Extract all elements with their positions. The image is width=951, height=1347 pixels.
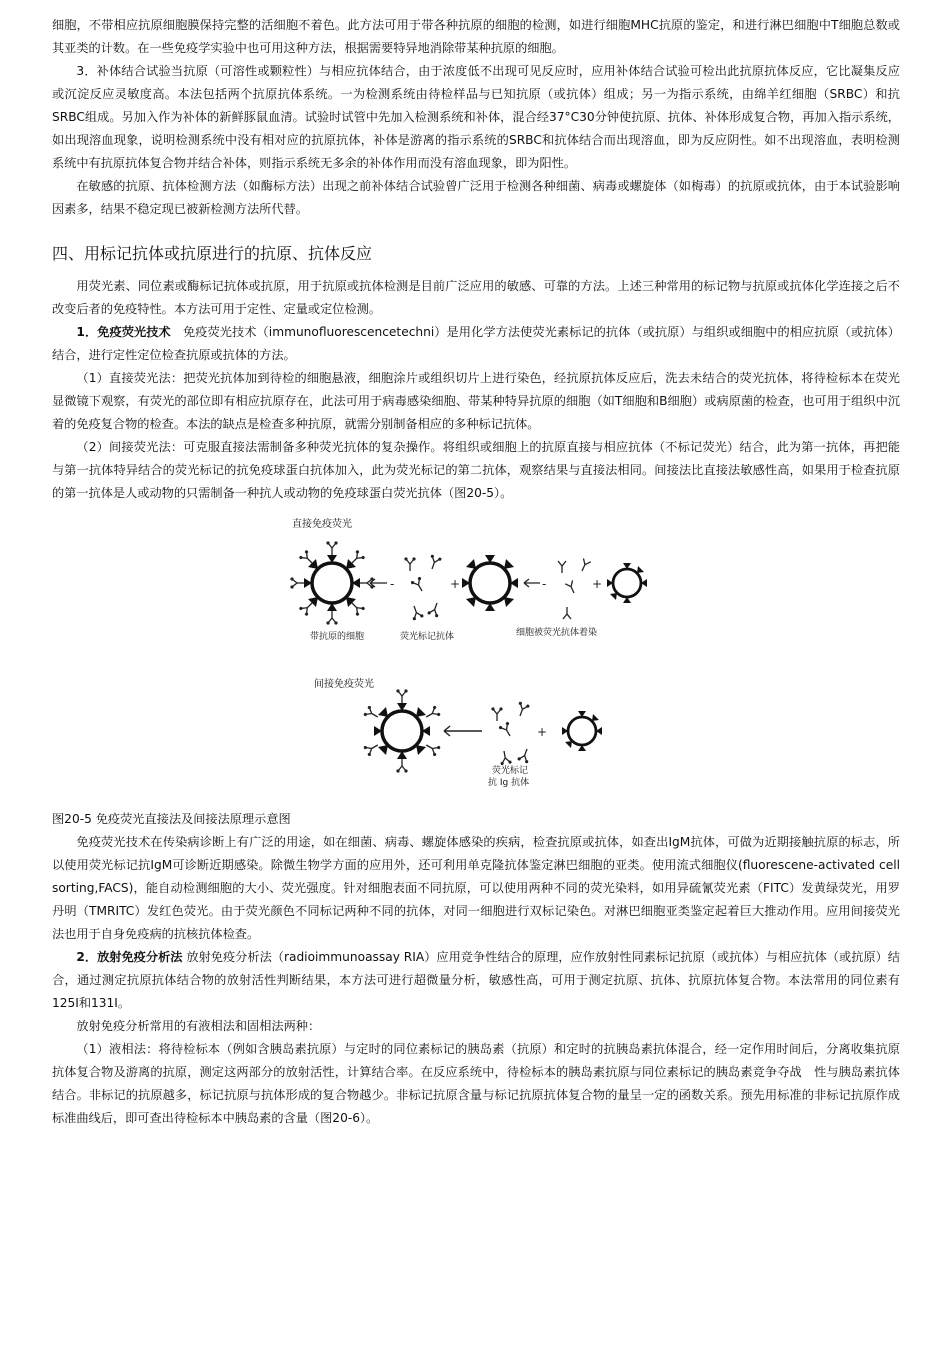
- label-anti-ig-line1: 荧光标记: [492, 766, 529, 776]
- immunofluorescence-diagram: [282, 511, 672, 801]
- paragraph-direct-method: （1）直接荧光法：把荧光抗体加到待检的细胞悬液，细胞涂片或组织切片上进行染色，经抗原抗体反应后，洗去未结合的荧光抗体，将待检标本在荧光显微镜下观察，有荧光的部位即有相应抗原存在，此法可用于病毒感染细胞、带某种特异抗原的细胞（如T细胞和B细胞）或病原菌的检查，也可用于组织中沉着的免疫复合物的检查。本法的缺点是检查多种抗原，就需分别制备相应的多种标记抗体。: [52, 371, 900, 431]
- bold-lead: 1．免疫荧光技术: [76, 325, 171, 339]
- cell-icon: [607, 563, 647, 603]
- stained-cell-icon: [290, 541, 373, 624]
- paragraph-indirect-method: （2）间接荧光法：可克服直接法需制备多种荧光抗体的复杂操作。将组织或细胞上的抗原直接与相应抗体（不标记荧光）结合，此为第一抗体，再把能与第一抗体特异结合的荧光标记的抗免疫球蛋白抗体加入，此为荧光标记的第二抗体，观察结果与直接法相同。间接法比直接法敏感性高，如果用于检查抗原的第一抗体是人或动物的只需制备一种抗人或动物的免疫球蛋白荧光抗体（图20-5）。: [52, 440, 900, 500]
- paragraph: 在敏感的抗原、抗体检测方法（如酶标方法）出现之前补体结合试验曾广泛用于检测各种细菌、病毒或螺旋体（如梅毒）的抗原或抗体，由于本试验影响因素多，结果不稳定现已被新检测方法所代替。: [52, 179, 900, 216]
- minus-sign: -: [542, 577, 547, 591]
- paragraph-complement-fixation: 3．补体结合试验当抗原（可溶性或颗粒性）与相应抗体结合，由于浓度低不出现可见反应时，应用补体结合试验可检出此抗原抗体反应，它比凝集反应或沉淀反应灵敏度高。本法包括两个抗原抗体系统。一为检测系统由待检样品与已知抗原（或抗体）组成；另一为指示系统，由绵羊红细胞（SRBC）和抗SRBC组成。另加入作为补体的新鲜豚鼠血清。试验时试管中先加入检测系统和补体，混合经37°C30分钟使抗原、抗体、补体形成复合物，再加入指示系统，如出现溶血现象，说明检测系统中没有相对应的抗原抗体，补体是游离的指示系统的SRBC和抗体结合而出现溶血，即为反应阴性。如不出现溶血，表明检测系统中有抗原抗体复合物并结合补体，则指示系统无多余的补体作用而没有溶血现象，即为阳性。: [52, 64, 900, 170]
- label-stained-cell: 细胞被荧光抗体着染: [516, 628, 598, 638]
- label-anti-ig-line2: 抗 Ig 抗体: [488, 778, 530, 788]
- section-heading: 四、用标记抗体或抗原进行的抗原、抗体反应: [52, 244, 373, 263]
- antibodies-icon: [558, 558, 591, 619]
- antigen-cell-icon: [462, 555, 518, 611]
- plus-sign: +: [537, 725, 548, 739]
- paragraph-immunofluorescence: [52, 321, 900, 367]
- indirect-stained-cell-icon: [363, 689, 441, 772]
- label-antigen-cell: 带抗原的细胞: [310, 632, 365, 642]
- fluorescent-antibodies-icon: [404, 554, 442, 620]
- bold-lead: 2．放射免疫分析法: [76, 950, 183, 964]
- label-fluorescent-antibody: 荧光标记抗体: [400, 632, 455, 642]
- figure-caption: 图20-5 免疫荧光直接法及间接法原理示意图: [52, 812, 291, 826]
- paragraph-text: 免疫荧光技术（immunofluorescencetechni）是用化学方法使荧光素标记的抗体（或抗原）与组织或细胞中的相应抗原（或抗体）结合，进行定性定位检查抗原或抗体的方法。: [52, 325, 900, 362]
- paragraph: 放射免疫分析常用的有液相法和固相法两种：: [76, 1019, 321, 1033]
- paragraph: 细胞，不带相应抗原细胞膜保持完整的活细胞不着色。此方法可用于带各种抗原的细胞的检测，如进行细胞MHC抗原的鉴定，和进行淋巴细胞中T细胞总数或其亚类的计数。在一些免疫学实验中也可用这种方法，根据需要特异地消除带某种抗原的细胞。: [52, 18, 900, 55]
- paragraph-liquid-phase: （1）液相法：将待检标本（例如含胰岛素抗原）与定时的同位素标记的胰岛素（抗原）和定时的抗胰岛素抗体混合，经一定作用时间后，分离收集抗原抗体复合物及游离的抗原，测定这两部分的放射活性，计算结合率。在反应系统中，待检标本的胰岛素抗原与同位素标记的胰岛素竞争夺战 性与胰岛素抗体结合。非标记的抗原越多，标记抗原与抗体形成的复合物越少。非标记抗原含量与标记抗原抗体复合物的量呈一定的函数关系。预先用标准的非标记抗原作成标准曲线后，即可查出待检标本中胰岛素的含量（图20-6）。: [52, 1042, 900, 1125]
- arrow-left-icon: [524, 579, 540, 587]
- indirect-title: 间接免疫荧光: [314, 679, 374, 690]
- figure-20-5: [52, 511, 900, 806]
- plus-sign: +: [592, 577, 603, 591]
- direct-title: 直接免疫荧光: [292, 519, 352, 530]
- minus-sign: -: [390, 577, 395, 591]
- paragraph-ria: [52, 946, 900, 1015]
- paragraph-applications: 免疫荧光技术在传染病诊断上有广泛的用途，如在细菌、病毒、螺旋体感染的疾病，检查抗原或抗体，如查出IgM抗体，可做为近期接触抗原的标志，所以使用荧光标记抗IgM可诊断近期感染。除微生物学方面的应用外，还可利用单克隆抗体鉴定淋巴细胞的亚类。使用流式细胞仪(fluorescene-activated cell sorting,FACS)，能自动检测细胞的大小、荧光强度。针对细胞表面不同抗原，可以使用两种不同的荧光染料，如用异硫氰荧光素（FITC）发黄绿荧光，用罗丹明（TMRITC）发红色荧光。由于荧光颜色不同标记两种不同的抗体，对同一细胞进行双标记染色。对淋巴细胞亚类鉴定起着巨大推动作用。应用间接荧光法也用于自身免疫病的抗核抗体检查。: [52, 835, 900, 941]
- indirect-cell-icon: [562, 711, 602, 751]
- plus-sign: +: [450, 577, 461, 591]
- paragraph-text: 放射免疫分析法（radioimmunoassay RIA）应用竞争性结合的原理，应作放射性同素标记抗原（或抗体）与相应抗体（或抗原）结合，通过测定抗原抗体结合物的放射活性判断结果，本方法可进行超微量分析，敏感性高，可用于测定抗原、抗体、抗原抗体复合物。本法常用的同位素有125I和131I。: [52, 950, 900, 1010]
- arrow-left-icon: [444, 726, 482, 736]
- anti-ig-antibodies-icon: [491, 701, 532, 765]
- document-page: [52, 14, 900, 1130]
- arrow-left-icon: [370, 579, 387, 587]
- paragraph-labeled-methods: 用荧光素、同位素或酶标记抗体或抗原，用于抗原或抗体检测是目前广泛应用的敏感、可靠的方法。上述三种常用的标记物与抗原或抗体化学连接之后不改变后者的免疫特性。本方法可用于定性、定量或定位检测。: [52, 279, 900, 316]
